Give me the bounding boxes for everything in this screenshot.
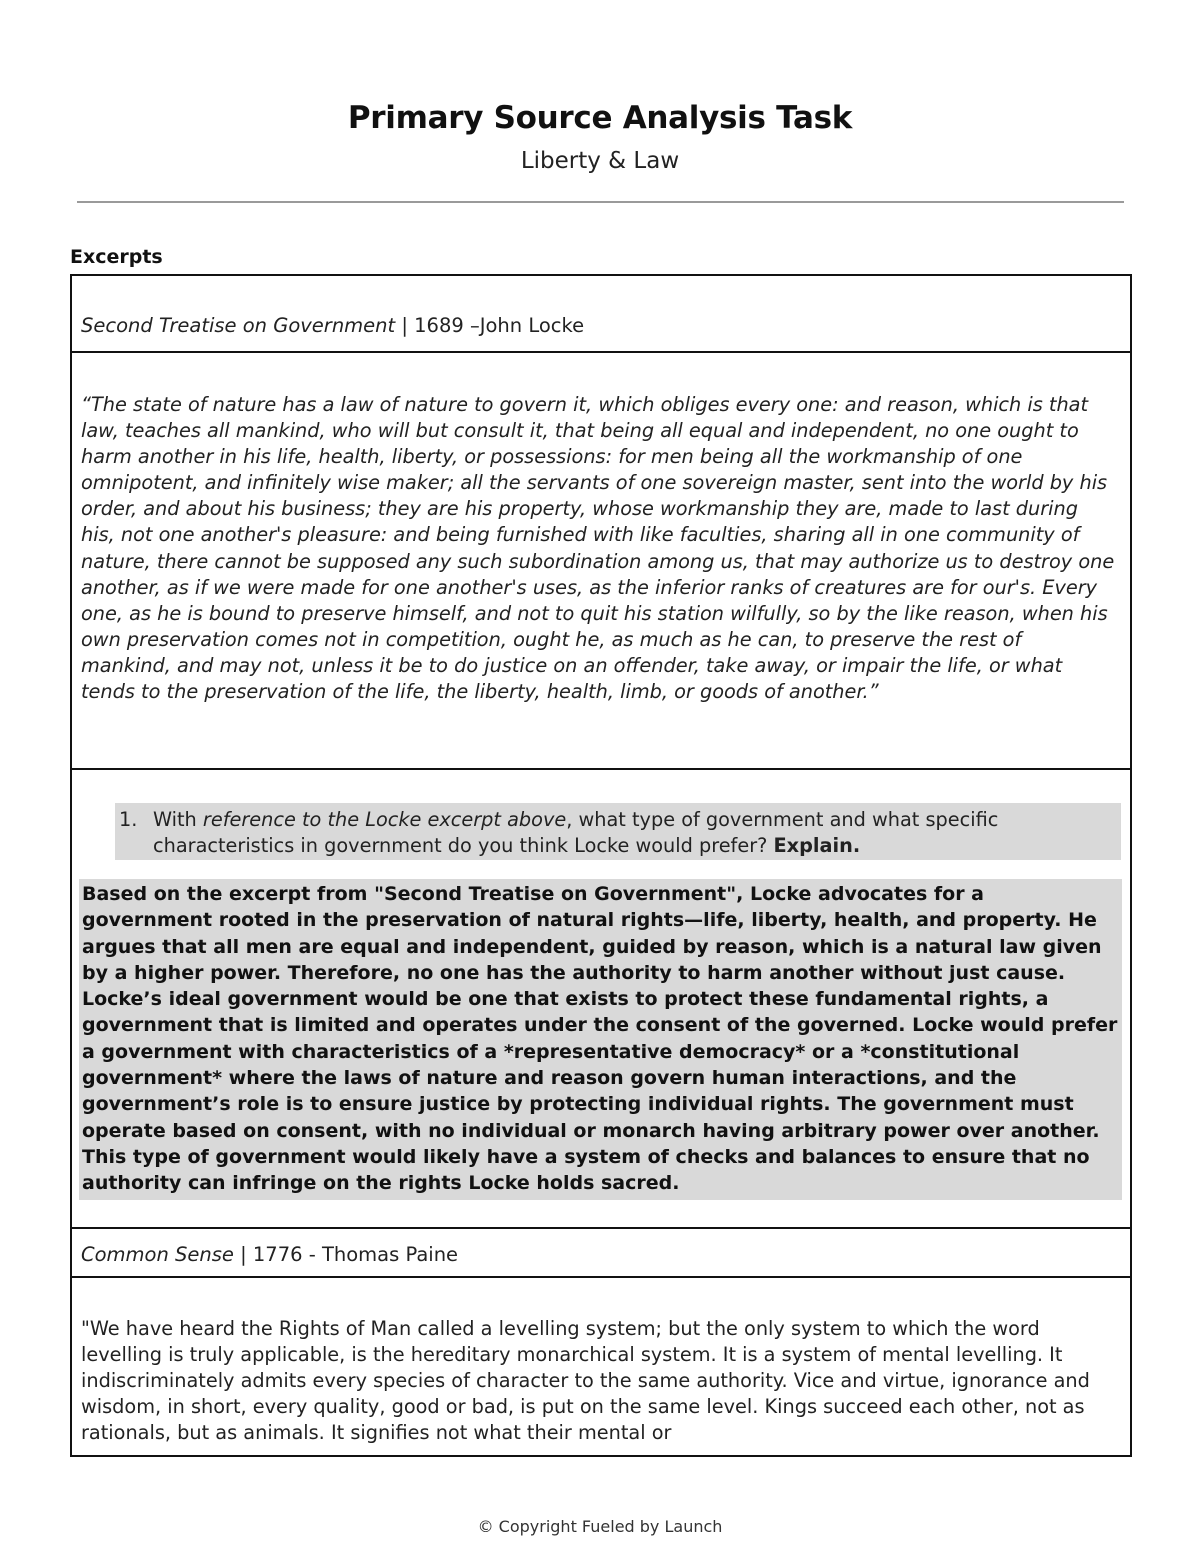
locke-quote: “The state of nature has a law of nature to govern it, which obliges every one: and reason, which is that law, teaches all mankind, who will but consult it, that being all equal and independent, no one ought to harm another in his life, health, liberty, or possessions: for men being all the workmanship of one omnipotent, and infinitely wise maker; all the servants of one sovereign master, sent into the world by his order, and about his business; they are his property, whose workmanship they are, made to last during his, not one another's pleasure: and being furnished with like faculties, sharing all in one community of nature, there cannot be supposed any such subordination among us, that may authorize us to destroy one another, as if we were made for one another's uses, as the inferior ranks of creatures are for our's. Every one, as he is bound to preserve himself, and not to quit his station wilfully, so by the like reason, when his own preservation comes not in competition, ought he, as much as he can, to preserve the rest of mankind, and may not, unless it be to do justice on an offender, take away, or impair the life, or what tends to the preservation of the life, the liberty, health, limb, or goods of another.” — [81, 393, 1115, 704]
header-divider — [77, 201, 1124, 203]
paine-source-citation — [81, 1243, 458, 1266]
paine-quote-row — [72, 1276, 1130, 1455]
locke-source-citation — [81, 314, 584, 337]
question-number: 1. — [119, 808, 138, 831]
paine-source-meta: | 1776 - Thomas Paine — [233, 1243, 459, 1266]
excerpts-table — [70, 274, 1132, 1457]
locke-work-title: Second Treatise on Government — [81, 314, 396, 337]
question-text-italic: reference to the Locke excerpt above — [202, 808, 567, 831]
question-1 — [115, 803, 1121, 860]
paine-source-row — [72, 1227, 1130, 1278]
paine-quote: "We have heard the Rights of Man called a levelling system; but the only system to which the word levelling is truly applicable, is the hereditary monarchical system. It is a system of mental levelling. It indiscriminately admits every species of character to the same authority. Vice and virtue, ignorance and wisdom, in short, every quality, good or bad, is put on the same level. Kings succeed each other, not as rationals, but as animals. It signifies not what their mental or — [81, 1317, 1090, 1445]
question-text-bold: Explain. — [773, 833, 861, 857]
paine-work-title: Common Sense — [81, 1243, 234, 1266]
page-title: Primary Source Analysis Task — [347, 100, 853, 136]
locke-source-row — [72, 276, 1130, 353]
locke-source-meta: | 1689 –John Locke — [395, 314, 585, 337]
question-row — [72, 768, 1130, 1229]
locke-quote-row — [72, 351, 1130, 770]
question-text-a: With — [153, 808, 203, 831]
copyright-footer: © Copyright Fueled by Launch — [477, 1517, 723, 1536]
page-subtitle: Liberty & Law — [520, 148, 680, 174]
excerpts-heading: Excerpts — [70, 246, 163, 268]
answer-1[interactable]: Based on the excerpt from "Second Treatise on Government", Locke advocates for a government rooted in the preservation of natural rights—life, liberty, health, and property. He argues that all men are equal and independent, guided by reason, which is a natural law given by a higher power. Therefore, no one has the authority to harm another without just cause. Locke’s ideal government would be one that exists to protect these fundamental rights, a government that is limited and operates under the consent of the governed. Locke would prefer a government with characteristics of a *representative democracy* or a *constitutional government* where the laws of nature and reason govern human interactions, and the government’s role is to ensure justice by protecting individual rights. The government must operate based on consent, with no individual or monarch having arbitrary power over another. This type of government would likely have a system of checks and balances to ensure that no authority can infringe on the rights Locke holds sacred. — [79, 879, 1122, 1200]
question-text-b: , what type of government and what specific characteristics in government do you think Locke would prefer? — [153, 808, 999, 857]
